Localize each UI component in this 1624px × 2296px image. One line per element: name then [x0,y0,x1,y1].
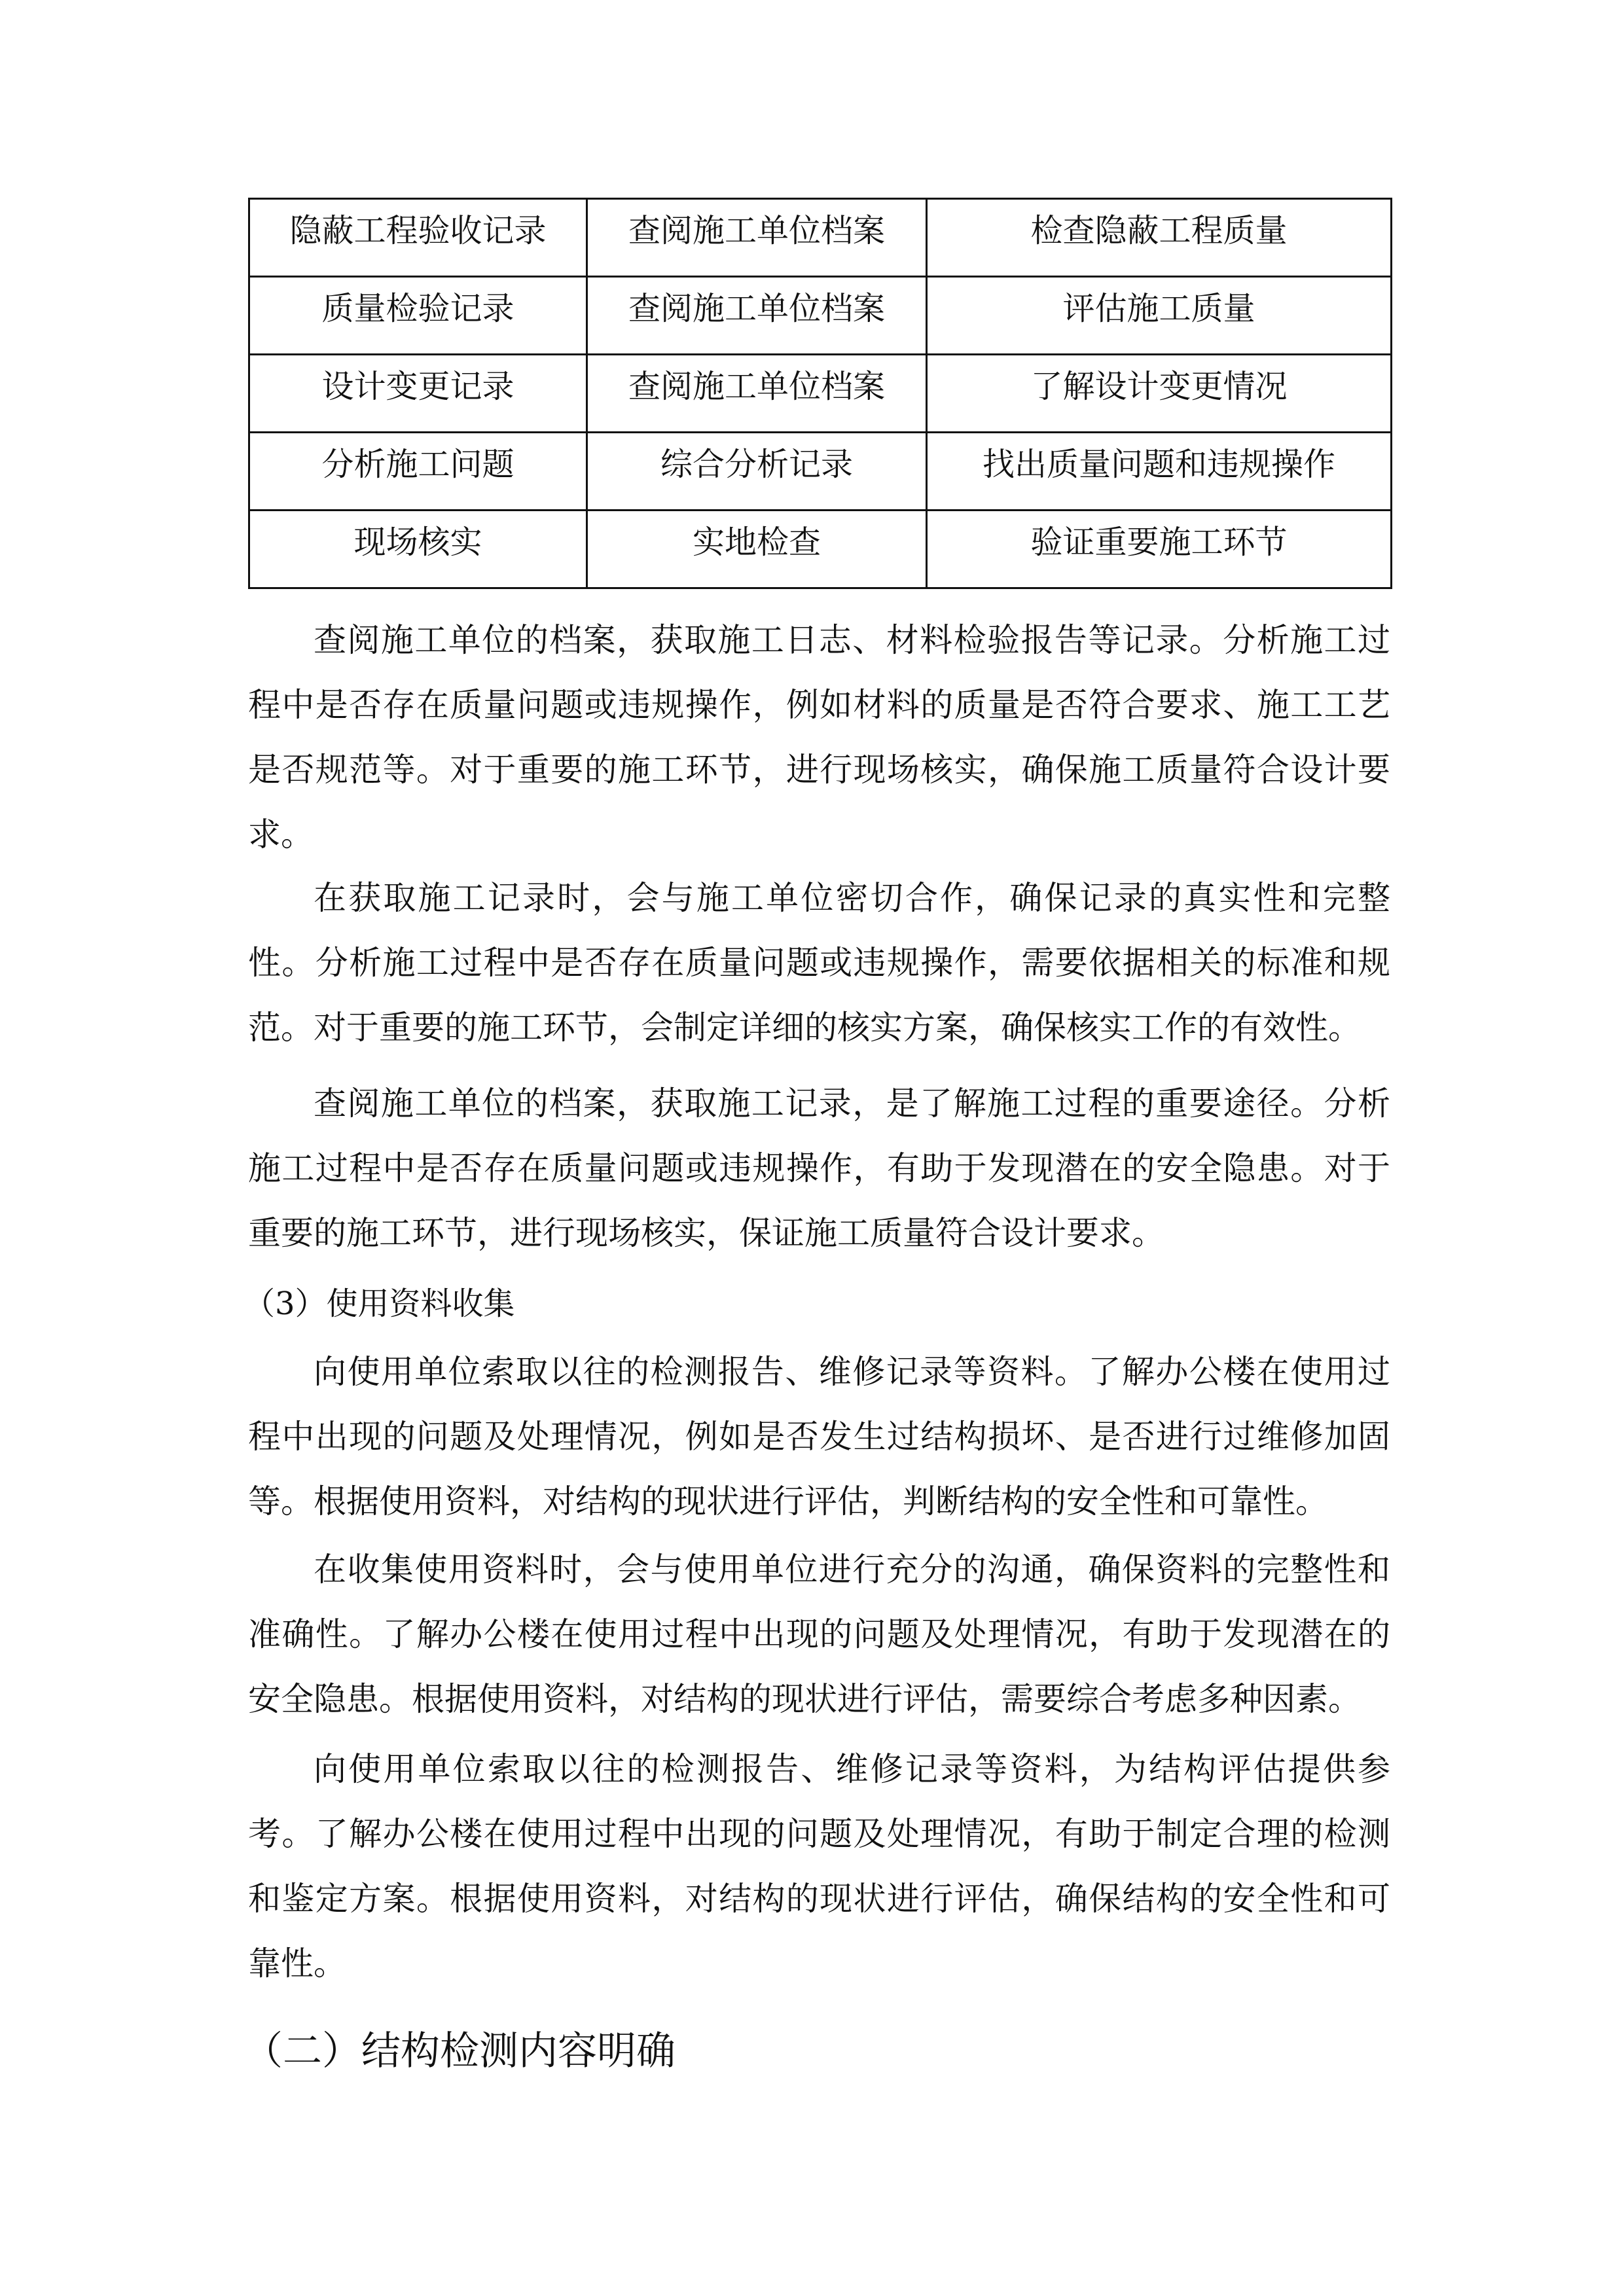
records-table [248,198,1392,589]
body-paragraph: 查阅施工单位的档案，获取施工记录，是了解施工过程的重要途径。分析施工过程中是否存在质量问题或违规操作，有助于发现潜在的安全隐患。对于重要的施工环节，进行现场核实，保证施工质量符合设计要求。 [248,1085,1390,1252]
table-row [249,355,1392,433]
body-paragraph: 查阅施工单位的档案，获取施工日志、材料检验报告等记录。分析施工过程中是否存在质量问题或违规操作，例如材料的质量是否符合要求、施工工艺是否规范等。对于重要的施工环节，进行现场核实，确保施工质量符合设计要求。 [248,621,1390,853]
table-row [249,277,1392,355]
table-row [249,199,1392,277]
table-cell: 实地检查 [587,511,927,588]
body-paragraph: 向使用单位索取以往的检测报告、维修记录等资料，为结构评估提供参考。了解办公楼在使用过程中出现的问题及处理情况，有助于制定合理的检测和鉴定方案。根据使用资料，对结构的现状进行评估，确保结构的安全性和可靠性。 [248,1750,1390,1982]
body-paragraph: 向使用单位索取以往的检测报告、维修记录等资料。了解办公楼在使用过程中出现的问题及处理情况，例如是否发生过结构损坏、是否进行过维修加固等。根据使用资料，对结构的现状进行评估，判断结构的安全性和可靠性。 [248,1353,1390,1520]
table-cell: 验证重要施工环节 [927,511,1392,588]
section-heading: （二）结构检测内容明确 [244,2028,676,2074]
subheading: （3）使用资料收集 [244,1285,515,1322]
table-cell: 分析施工问题 [249,433,587,511]
body-paragraph: 在收集使用资料时，会与使用单位进行充分的沟通，确保资料的完整性和准确性。了解办公楼在使用过程中出现的问题及处理情况，有助于发现潜在的安全隐患。根据使用资料，对结构的现状进行评估，需要综合考虑多种因素。 [248,1551,1390,1718]
table-row [249,433,1392,511]
table-cell: 检查隐蔽工程质量 [927,199,1392,277]
table-cell: 现场核实 [249,511,587,588]
table-cell: 了解设计变更情况 [927,355,1392,433]
table-cell: 隐蔽工程验收记录 [249,199,587,277]
table-cell: 查阅施工单位档案 [587,277,927,355]
table-cell: 质量检验记录 [249,277,587,355]
body-paragraph: 在获取施工记录时，会与施工单位密切合作，确保记录的真实性和完整性。分析施工过程中是否存在质量问题或违规操作，需要依据相关的标准和规范。对于重要的施工环节，会制定详细的核实方案，确保核实工作的有效性。 [248,879,1390,1047]
table-cell: 综合分析记录 [587,433,927,511]
table-cell: 评估施工质量 [927,277,1392,355]
table-cell: 找出质量问题和违规操作 [927,433,1392,511]
table-cell: 查阅施工单位档案 [587,199,927,277]
table-row [249,511,1392,588]
table-cell: 设计变更记录 [249,355,587,433]
table-cell: 查阅施工单位档案 [587,355,927,433]
